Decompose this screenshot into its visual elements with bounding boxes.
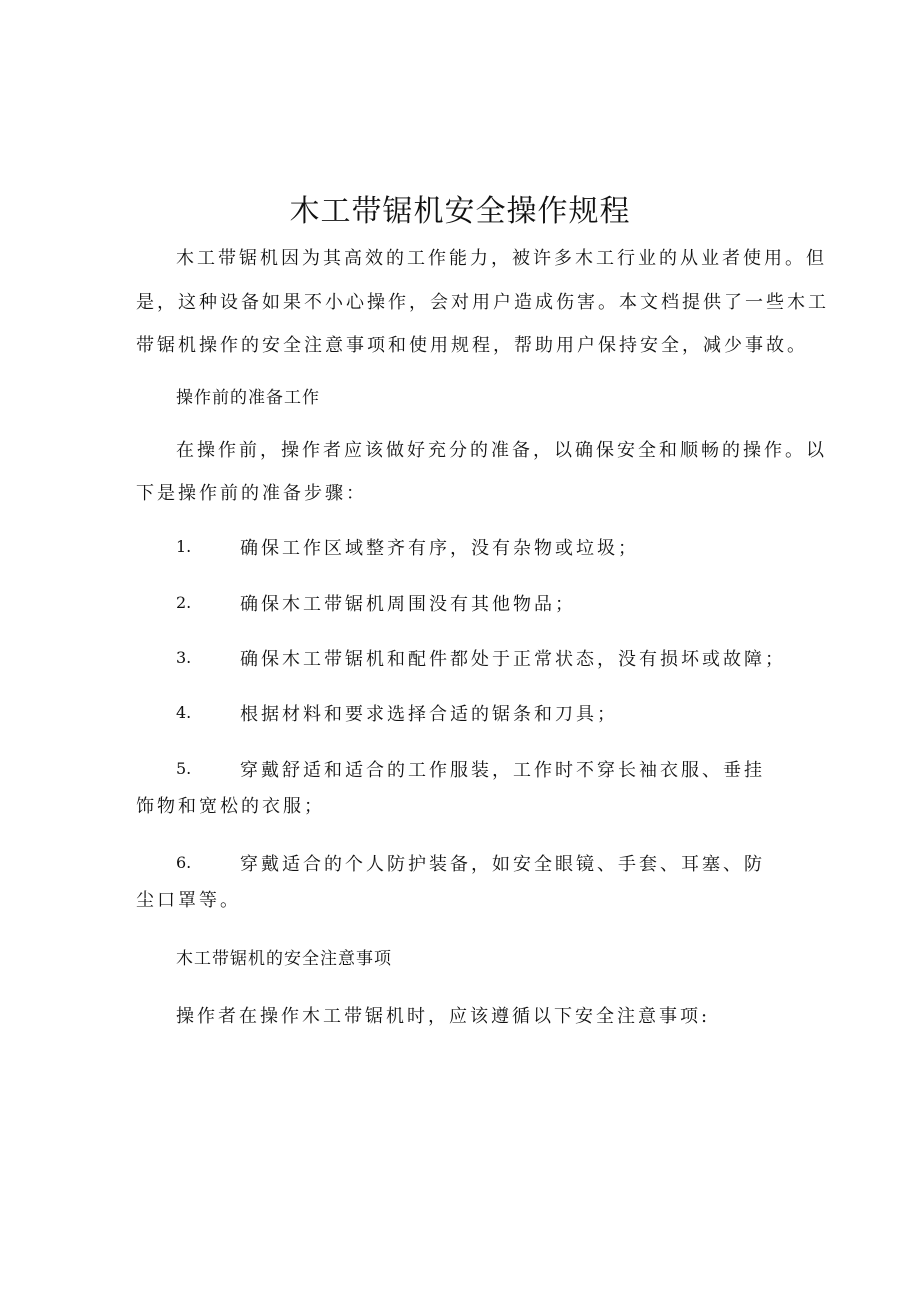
step-number: 1. (176, 537, 192, 556)
step-number: 4. (176, 703, 192, 722)
step-text: 确保工作区域整齐有序，没有杂物或垃圾； (240, 538, 639, 559)
intro-line: 带锯机操作的安全注意事项和使用规程，帮助用户保持安全，减少事故。 (136, 335, 808, 356)
intro-line: 木工带锯机因为其高效的工作能力，被许多木工行业的从业者使用。但 (176, 248, 827, 269)
closing-line: 操作者在操作木工带锯机时，应该遵循以下安全注意事项: (176, 1006, 711, 1027)
prep-line: 下是操作前的准备步骤： (136, 483, 367, 504)
prep-line: 在操作前，操作者应该做好充分的准备，以确保安全和顺畅的操作。以 (176, 440, 827, 461)
step-number: 6. (176, 853, 192, 872)
step-text: 穿戴舒适和适合的工作服装，工作时不穿长袖衣服、垂挂 (240, 760, 765, 781)
step-text-cont: 饰物和宽松的衣服； (136, 796, 325, 817)
section-heading: 木工带锯机的安全注意事项 (176, 949, 392, 969)
section-heading: 操作前的准备工作 (176, 388, 320, 408)
step-text-cont: 尘口罩等。 (136, 890, 241, 911)
step-number: 3. (176, 648, 192, 667)
step-number: 5. (176, 759, 192, 778)
step-text: 根据材料和要求选择合适的锯条和刀具； (240, 704, 618, 725)
intro-line: 是，这种设备如果不小心操作，会对用户造成伤害。本文档提供了一些木工 (136, 292, 829, 313)
step-number: 2. (176, 593, 192, 612)
step-text: 确保木工带锯机和配件都处于正常状态，没有损坏或故障； (240, 649, 786, 670)
step-text: 确保木工带锯机周围没有其他物品； (240, 594, 576, 615)
step-text: 穿戴适合的个人防护装备，如安全眼镜、手套、耳塞、防 (240, 854, 765, 875)
document-title: 木工带锯机安全操作规程 (289, 194, 631, 229)
